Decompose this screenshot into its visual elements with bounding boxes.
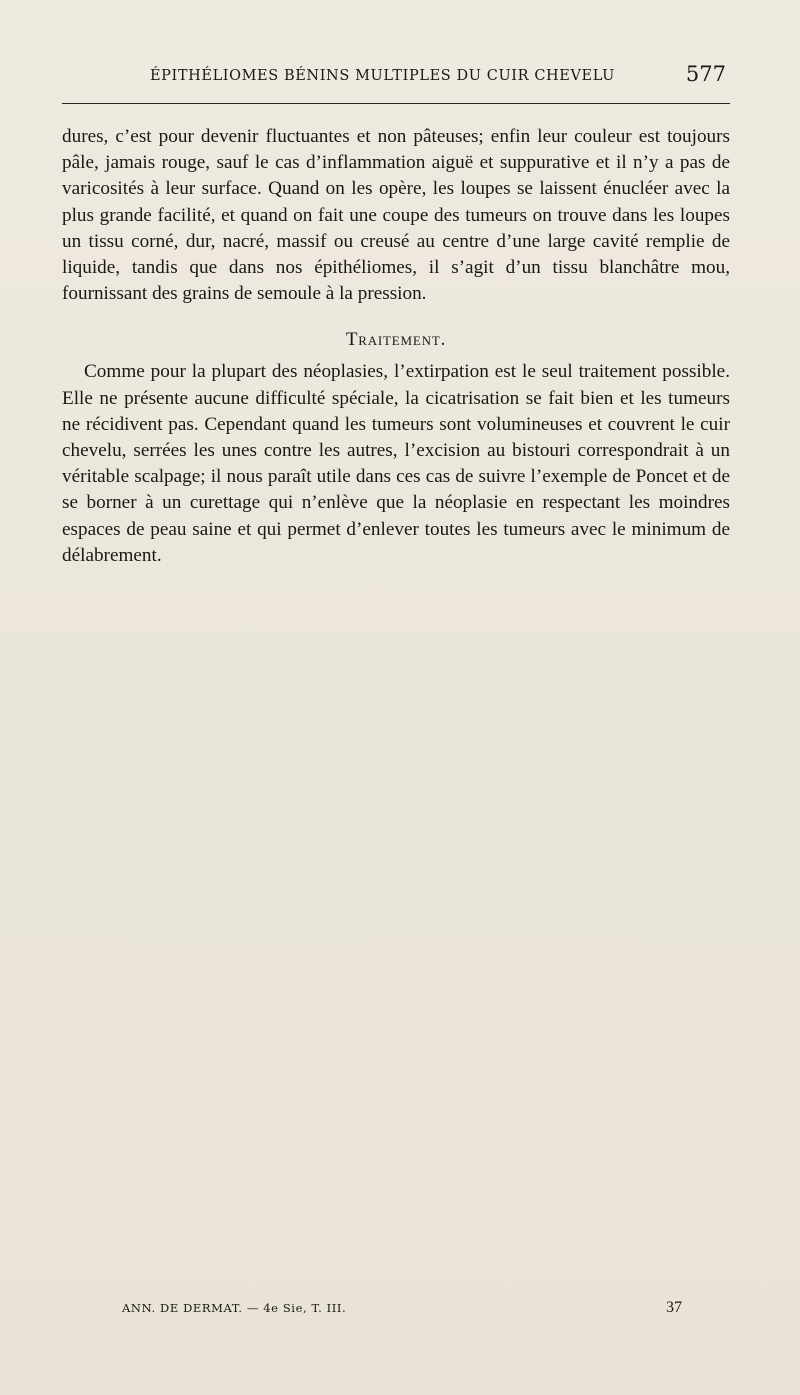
paragraph-2: Comme pour la plupart des néoplasies, l’extirpation est le seul traitement possible. Elle ne présente aucune difficulté spéciale, la cicatrisation se fait bien et les tumeurs ne récidivent pas. Cependant quand les tumeurs sont volumineuses et couvrent le cuir chevelu, serrées les unes contre les autres, l’excision au bistouri correspondrait à un véritable scalpage; il nous paraît utile dans ces cas de suivre l’exemple de Poncet et de se borner à un curettage qui n’enlève que la néoplasie en respectant les moindres espaces de peau saine et qui permet d’enlever toutes les tumeurs avec le minimum de délabrement. xyxy=(62,361,730,566)
page-number: 577 xyxy=(685,62,726,86)
journal-reference: ANN. DE DERMAT. — 4e Sie, T. III. xyxy=(122,1301,347,1315)
paragraph-1: dures, c’est pour devenir fluctuantes et non pâteuses; enfin leur couleur est toujours pâle, jamais rouge, sauf le cas d’inflammation aiguë et suppurative et il n’y a pas de varicosités à leur surface. Quand on les opère, les loupes se laissent énucléer avec la plus grande facilité, et quand on fait une coupe des tumeurs on trouve dans les loupes un tissu corné, dur, nacré, massif ou creusé au centre d’une large cavité remplie de liquide, tandis que dans nos épithéliomes, il s’agit d’un tissu blanchâtre mou, fournissant des grains de semoule à la pression. xyxy=(62,126,730,305)
running-title: ÉPITHÉLIOMES BÉNINS MULTIPLES DU CUIR CHEVELU xyxy=(150,68,615,84)
page-footer xyxy=(122,1299,682,1321)
page-header xyxy=(62,62,730,94)
signature-number: 37 xyxy=(666,1299,682,1316)
header-rule xyxy=(62,103,730,104)
section-heading: Traitement. xyxy=(345,329,447,351)
body-text xyxy=(62,124,730,569)
